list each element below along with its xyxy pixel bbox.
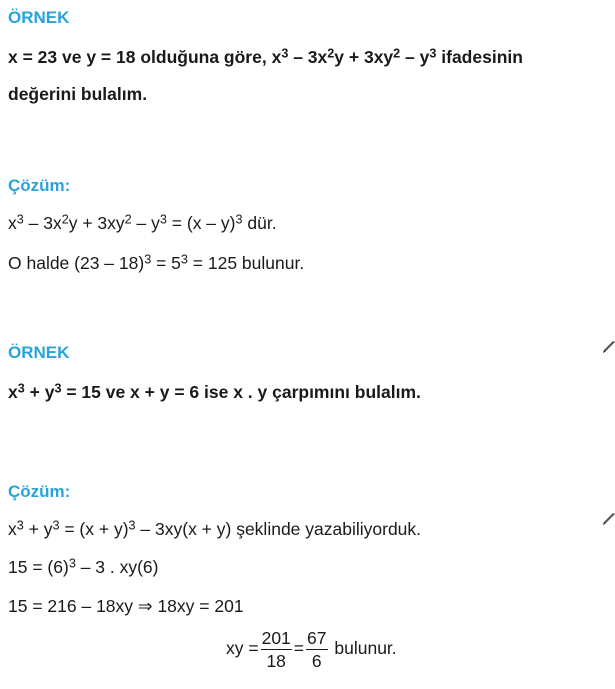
example2-heading: ÖRNEK — [8, 343, 70, 362]
solution2-step1: $15 = (6)^3 - 3$ . xy(6) — [8, 556, 159, 577]
fraction-201-18: $\frac{201}{18}$ — [261, 628, 291, 671]
implies-arrow: ⇒ — [137, 596, 153, 616]
example1-question: x = 23 ve y = 18 olduğuna göre, $x^3 - 3x^2y + 3xy^2 - y^3$ ifadesinin — [8, 46, 523, 67]
pencil-mark-icon — [601, 512, 615, 526]
example1-question-cont: değerini bulalım. — [8, 84, 148, 104]
solution1-heading: Çözüm: — [8, 176, 71, 195]
solution2-final: xy = $\frac{201}{18}$ = $\frac{67}{6}$ bulunur. — [226, 628, 397, 671]
solution2-identity: $x^3 + y^3 = (x + y)^3 - 3xy(x + y)$ şeklinde yazabiliyorduk. — [8, 518, 422, 539]
fraction-67-6: $\frac{67}{6}$ — [307, 628, 327, 671]
example2-question: $x^3 + y^3 = 15$ ve x + y = 6 ise x . y çarpımını bulalım. — [8, 381, 421, 402]
example1-heading: ÖRNEK — [8, 8, 70, 27]
solution1-identity: $x^3 - 3x^2y + 3xy^2 - y^3 = (x - y)^3$ dür. — [8, 212, 277, 233]
solution1-result: O halde $(23 - 18)^3 = 5^3 = 125$ bulunur. — [8, 252, 305, 273]
solution2-step2: 15 = 216 – 18xy ⇒ 18xy = 201 — [8, 596, 244, 616]
pencil-mark-icon — [601, 340, 615, 354]
solution2-heading: Çözüm: — [8, 482, 71, 501]
